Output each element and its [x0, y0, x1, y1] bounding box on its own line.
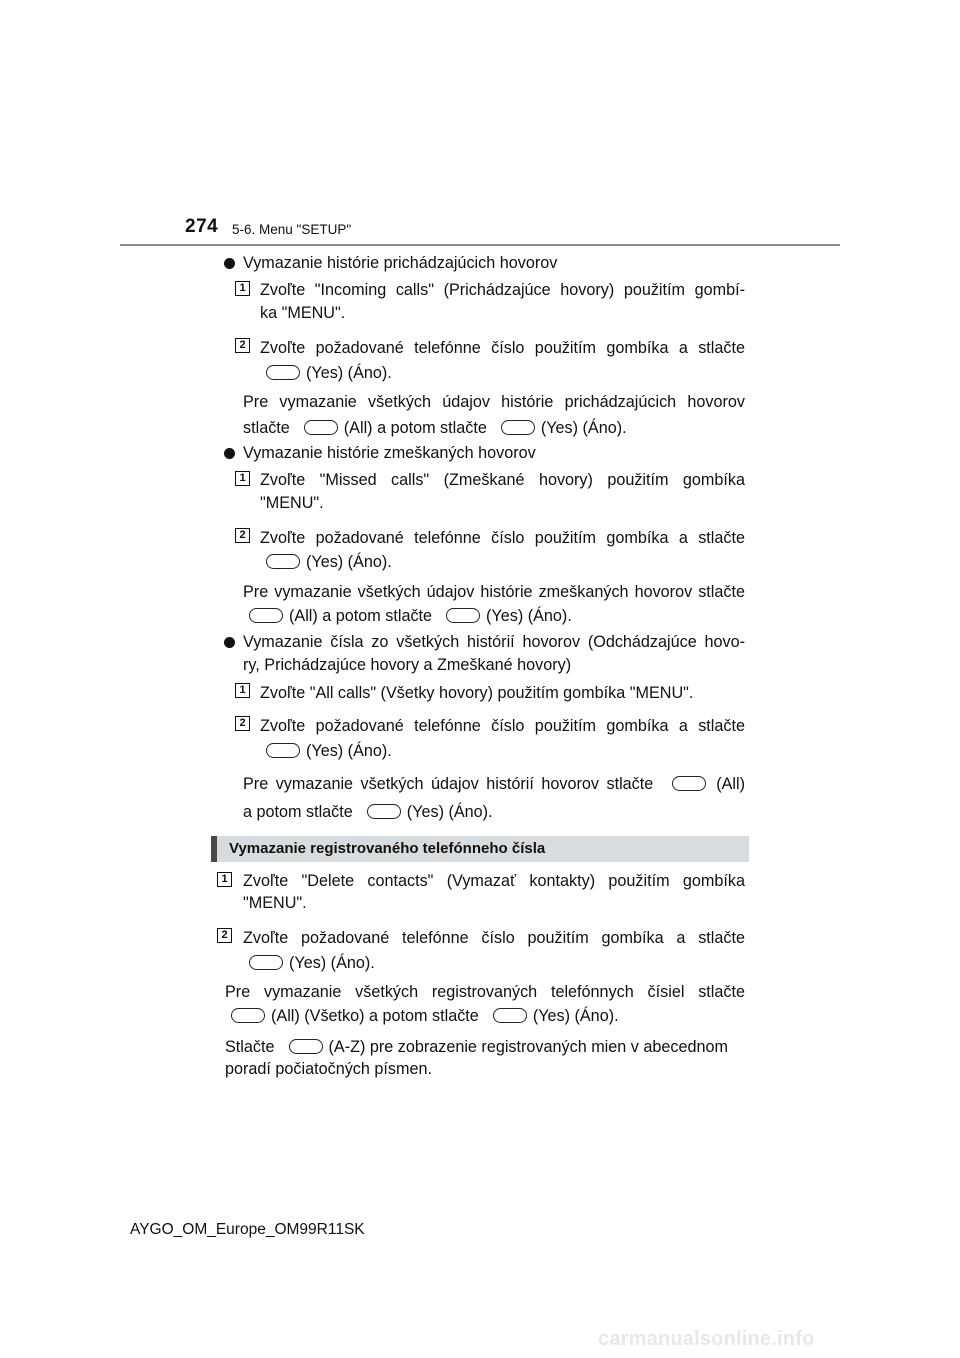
note-text: poradí počiatočných písmen. [225, 1060, 432, 1078]
page-number: 274 [185, 216, 219, 237]
step-text: ka "MENU". [260, 304, 346, 322]
step-text: "MENU". [260, 494, 324, 512]
step-text: Zvoľte požadované telefónne číslo použitím gombíka a stlačte [260, 339, 745, 357]
step-text: Zvoľte "Delete contacts" (Vymazať kontakty) použitím gombíka [243, 872, 745, 890]
step-number-badge: 2 [235, 716, 250, 731]
subsection-heading-bar [211, 836, 749, 862]
yes-button-icon [266, 743, 300, 758]
yes-button-icon [266, 365, 300, 380]
step-text: Zvoľte "Incoming calls" (Prichádzajúce hovory) použitím gombí- [260, 281, 745, 299]
bullet-title: Vymazanie čísla zo všetkých histórií hovorov (Odchádzajúce hovo- [243, 633, 745, 651]
all-button-icon [231, 1008, 265, 1023]
all-button-icon [304, 420, 338, 435]
note-text-with-buttons: (All) (Všetko) a potom stlačte (Yes) (Áno). [225, 1005, 619, 1027]
step-text: Zvoľte "All calls" (Všetky hovory) použitím gombíka "MENU". [260, 684, 694, 702]
section-title: 5-6. Menu "SETUP" [232, 222, 352, 237]
step-text: Zvoľte "Missed calls" (Zmeškané hovory) použitím gombíka [260, 471, 745, 489]
yes-button-icon [501, 420, 535, 435]
bullet-icon [224, 637, 235, 648]
yes-button-icon [266, 554, 300, 569]
watermark: carmanualsonline.info [598, 1328, 815, 1350]
step-number-badge: 2 [217, 928, 232, 943]
step-text: Zvoľte požadované telefónne číslo použitím gombíka a stlačte [260, 717, 745, 735]
a-z-button-icon [289, 1039, 323, 1054]
header-divider [120, 244, 840, 246]
yes-button-icon [367, 804, 401, 819]
document-id: AYGO_OM_Europe_OM99R11SK [130, 1221, 365, 1238]
note-text-with-buttons: stlačte (All) a potom stlačte (Yes) (Áno). [243, 419, 627, 437]
step-text-with-button: (Yes) (Áno). [260, 551, 392, 573]
step-text: Zvoľte požadované telefónne číslo použitím gombíka a stlačte [243, 929, 745, 947]
step-text: Zvoľte požadované telefónne číslo použitím gombíka a stlačte [260, 529, 745, 547]
step-text: "MENU". [243, 894, 307, 912]
bullet-title: ry, Prichádzajúce hovory a Zmeškané hovory) [243, 656, 572, 674]
yes-button-icon [493, 1008, 527, 1023]
step-number-badge: 2 [235, 338, 250, 353]
step-text-with-button: (Yes) (Áno). [260, 362, 392, 384]
note-text: Pre vymazanie všetkých údajov histórie prichádzajúcich hovorov [243, 393, 745, 411]
step-number-badge: 1 [235, 471, 250, 486]
all-button-icon [249, 608, 283, 623]
yes-button-icon [249, 955, 283, 970]
bullet-icon [224, 258, 235, 269]
step-number-badge: 1 [235, 683, 250, 698]
note-text-with-button: Pre vymazanie všetkých údajov histórií hovorov stlačte (All) [243, 775, 745, 793]
note-text: Pre vymazanie všetkých údajov histórie zmeškaných hovorov stlačte [243, 583, 745, 601]
step-text-with-button: (Yes) (Áno). [243, 952, 375, 974]
step-text-with-button: (Yes) (Áno). [260, 740, 392, 762]
bullet-title: Vymazanie histórie zmeškaných hovorov [243, 444, 536, 462]
step-number-badge: 2 [235, 528, 250, 543]
note-text-with-button: a potom stlačte (Yes) (Áno). [243, 803, 493, 821]
note-text-with-button: Stlačte (A-Z) pre zobrazenie registrovaných mien v abecednom [225, 1038, 728, 1056]
all-button-icon [672, 776, 706, 791]
subsection-heading: Vymazanie registrovaného telefónneho čísla [229, 840, 546, 857]
bullet-title: Vymazanie histórie prichádzajúcich hovorov [243, 254, 558, 272]
step-number-badge: 1 [235, 281, 250, 296]
note-text-with-buttons: (All) a potom stlačte (Yes) (Áno). [243, 605, 572, 627]
note-text: Pre vymazanie všetkých registrovaných telefónnych čísiel stlačte [225, 983, 745, 1001]
bullet-icon [224, 448, 235, 459]
yes-button-icon [446, 608, 480, 623]
step-number-badge: 1 [217, 872, 232, 887]
